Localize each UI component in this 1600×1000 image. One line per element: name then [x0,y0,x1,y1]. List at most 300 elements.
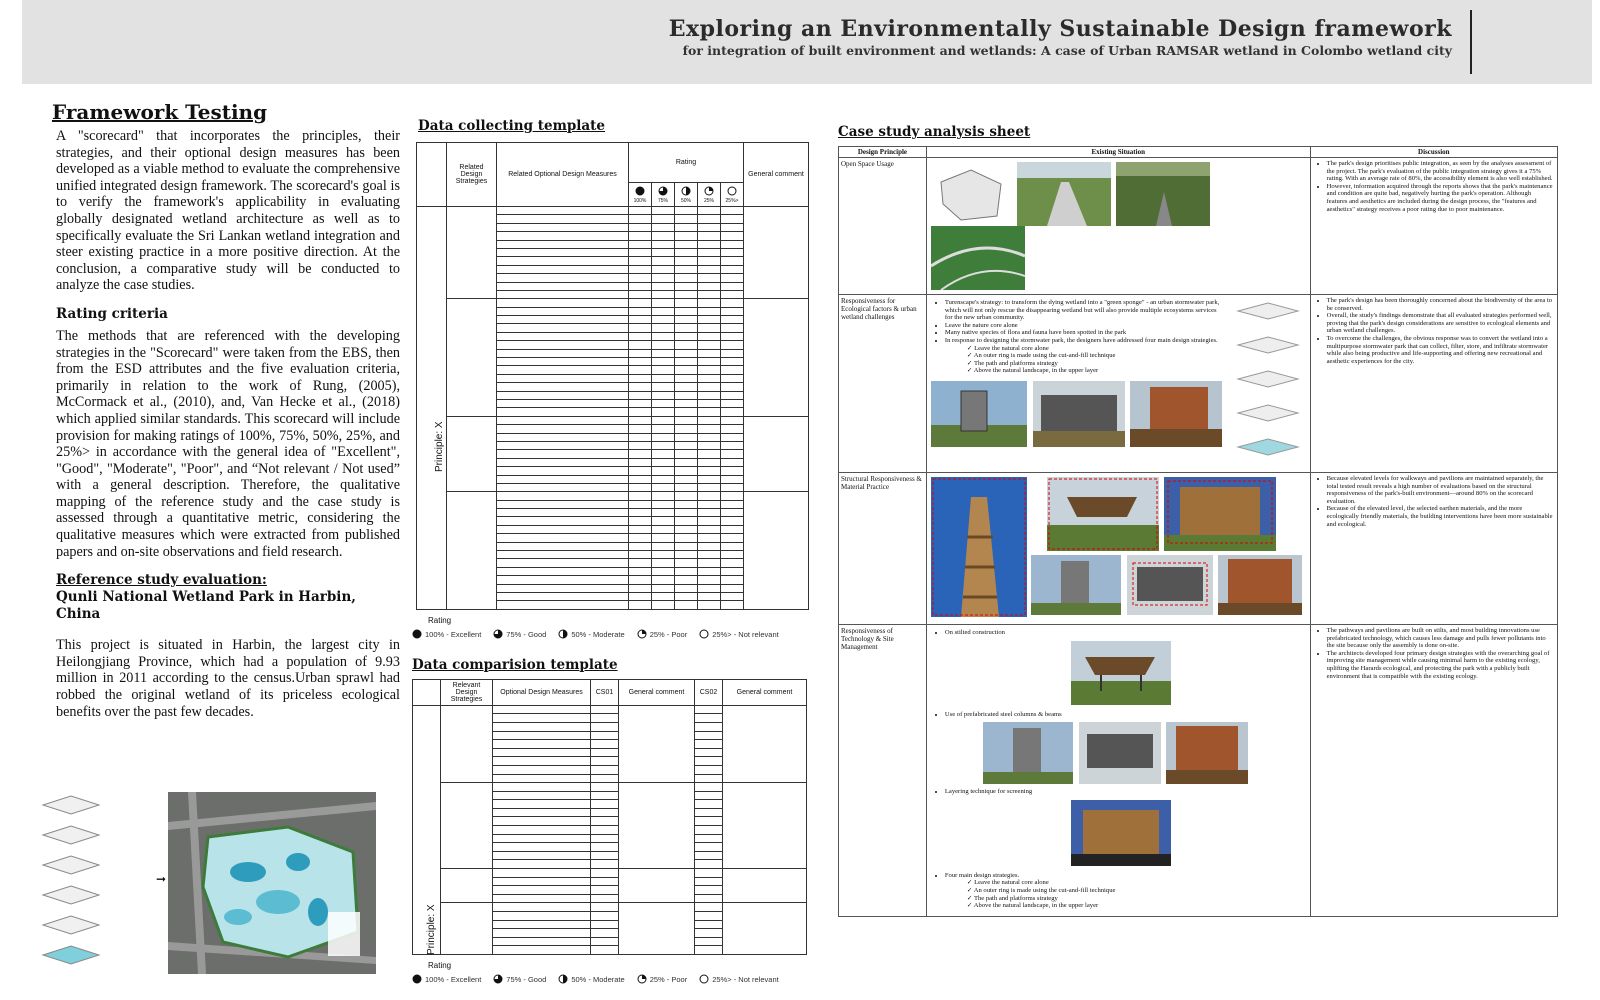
measure-cell [497,467,629,475]
rating-cell [652,358,675,366]
measure-cell [497,475,629,483]
rating-cell [675,374,698,382]
measure-cell [493,783,591,792]
layer-thumb [1232,437,1304,457]
cs01-cell [591,920,619,929]
template-row [413,903,807,912]
rating-cell [652,265,675,273]
measure-cell [493,843,591,852]
cs01-cell [591,937,619,946]
rating-cell [721,517,744,525]
measure-cell [497,441,629,449]
measures-header: Optional Design Measures [493,679,591,705]
existing-point: • Leave the nature core alone [945,322,1221,330]
measure-cell [497,332,629,340]
rating-cell [698,248,721,256]
rating-cell [721,399,744,407]
rating-pct: 75% [657,197,668,204]
wood-box-photo [1166,722,1248,784]
rating-cell [675,366,698,374]
cs02-cell [695,817,723,826]
measure-cell [493,860,591,869]
rating-cell [698,282,721,290]
measure-cell [497,316,629,324]
row-technology [839,625,1558,917]
discussion-point: • The architects developed four primary design strategies with the overarching goal of improving site management while causing minimal harm to the existing ecology, uplifting the Harards ecological, and protecting the park with a publicly built environment that is compatible with the existing ecology. [1327,650,1553,680]
rating-cell [721,416,744,424]
rating-cell [721,576,744,584]
rating-cell [721,341,744,349]
existing-cell [926,158,1310,295]
discussion-cell [1310,295,1557,473]
rating-pie-icon [493,629,503,641]
rating-cell [675,576,698,584]
measure-cell [497,383,629,391]
rating-cell [629,584,652,592]
cs02-cell [695,774,723,783]
measure-cell [497,324,629,332]
rating-cell [675,408,698,416]
rating-pie-icon [699,629,709,641]
existing-cell [926,625,1310,917]
rating-cell [721,458,744,466]
cs01-cell [591,714,619,723]
discussion-point: • The park's design has been thoroughly concerned about the biodiversity of the area to be conserved. [1327,297,1553,312]
cs01-cell [591,877,619,886]
rating-cell [698,332,721,340]
check-item: ✓ An outer ring is made using the cut-and-fill technique [966,352,1116,360]
rating-cell [698,223,721,231]
rating-cell [629,441,652,449]
legend-item [558,974,624,986]
rating-cell [629,383,652,391]
cs01-cell [591,834,619,843]
rating-cell [629,601,652,609]
rating-pct: 25% [703,197,714,204]
compare-rating-label: Rating [428,960,452,970]
measure-cell [493,937,591,946]
rating-cell [629,265,652,273]
measure-cell [497,349,629,357]
measure-cell [497,215,629,223]
measure-cell [497,358,629,366]
stilted-lookout-photo [1071,641,1171,705]
rating-cell [675,232,698,240]
cs01-cell [591,912,619,921]
rating-pie-icon [493,974,503,986]
cs02-cell [695,783,723,792]
legend-item [637,629,688,641]
measure-cell [497,433,629,441]
rating-cell [698,299,721,307]
rating-cell [629,307,652,315]
legend-label: 25% - Poor [649,975,688,985]
measure-cell [497,458,629,466]
legend-item [412,974,481,986]
col-existing-header: Existing Situation [926,147,1310,158]
rating-cell [652,374,675,382]
comment-cell [723,783,807,869]
compare-template-title: Data comparision template [412,656,618,673]
case-study-title: Case study analysis sheet [838,124,1031,140]
rating-pct: 25%> [725,197,739,204]
strategy-cell [441,783,493,869]
discussion-point: • Because elevated levels for walkways and pavilions are maintained separately, the total tested result reveals a high number of evaluations based on the structural responsiveness of the park's-built environment—around 80% on the scorecard evaluation. [1327,475,1553,505]
rating-pie-icon [558,629,568,641]
rating-text: The methods that are referenced with the developing strategies in the "Scorecard" were taken from the EBS, then from the ESD attributes and the five evaluation criteria, primarily in relation to the work of Rung, (2005), McCormack et al., (2010), and, Van Hecke et al., (2018) which applied similar standards. This scorecard will include provision for making ratings of 100%, 75%, 50%, 25%, and 25%> in accordance with the general idea of "Excellent", "Good", "Moderate", "Poor", and “Not relevant / Not used” with a general description. Therefore, the qualitative mapping of the reference study and the case study is assessed through a quantitative metric, considering the qualitative measures which were extracted from published papers and on-site observations and field research. [56,327,400,560]
rating-cell [698,450,721,458]
rating-cell [721,559,744,567]
compare-principle-label: Principle: X [426,904,437,955]
rating-cell [652,349,675,357]
rating-cell [652,391,675,399]
comment-cell [744,299,809,416]
cs02-cell [695,808,723,817]
legend-label: 100% - Excellent [425,630,482,640]
existing-point: • Many native species of flora and fauna have been spotted in the park [945,329,1221,337]
rating-cell [721,467,744,475]
rating-pct: 50% [680,197,691,204]
comment-cell [744,207,809,299]
measure-cell [493,826,591,835]
header-divider [1470,10,1472,74]
discussion-point: • Because of the elevated level, the selected earthen materials, and the more ecologically friendly materials, the building interventions have been more sustainable and ecological. [1327,505,1553,528]
rating-cell [675,215,698,223]
diagram-layer [40,794,102,816]
cs02-cell [695,740,723,749]
cs01-cell [591,946,619,955]
measure-cell [497,450,629,458]
rating-cell [652,551,675,559]
rating-cell [652,307,675,315]
measure-cell [497,584,629,592]
rating-cell [629,223,652,231]
comment-cell [619,705,695,782]
rating-cell [652,475,675,483]
rating-level-header [652,183,675,207]
comment-cell [619,903,695,955]
comment-cell [723,705,807,782]
rating-cell [652,399,675,407]
timber-tower-photo [931,477,1027,617]
cs01-cell [591,783,619,792]
rating-cell [675,341,698,349]
measure-cell [497,257,629,265]
cs02-cell [695,860,723,869]
cs01-cell [591,851,619,860]
rating-cell [652,341,675,349]
cs02-cell [695,886,723,895]
rating-cell [698,601,721,609]
rating-cell [652,500,675,508]
rating-cell [698,576,721,584]
measure-cell [497,282,629,290]
check-item: ✓ The path and platforms strategy [966,359,1058,367]
measure-cell [497,567,629,575]
cs02-cell [695,748,723,757]
rating-cell [698,559,721,567]
measure-cell [497,509,629,517]
cs02-cell [695,903,723,912]
rating-cell [698,567,721,575]
collect-template-title: Data collecting template [418,118,605,134]
rating-cell [721,542,744,550]
rating-cell [721,592,744,600]
rating-cell [721,374,744,382]
cs01-cell [591,765,619,774]
rating-cell [652,567,675,575]
check-item: ✓ Leave the natural core alone [966,879,1049,887]
rating-header: Rating [629,143,744,183]
rating-cell [629,349,652,357]
rating-level-header [629,183,652,207]
measure-cell [497,391,629,399]
measure-cell [497,551,629,559]
screening-photo [1071,800,1171,866]
col-principle-header: Design Principle [839,147,927,158]
check-item: ✓ Above the natural landscape, in the upper layer [966,367,1099,375]
cs01-cell [591,800,619,809]
rating-cell [675,316,698,324]
row-structural [839,473,1558,625]
template-row [417,416,809,424]
rating-pie-icon [637,974,647,986]
rating-level-header [675,183,698,207]
rating-cell [721,391,744,399]
rating-cell [721,282,744,290]
rating-cell [675,534,698,542]
measure-cell [497,274,629,282]
rating-cell [629,492,652,500]
cs01-cell [591,731,619,740]
cs02-cell [695,920,723,929]
rating-pie-icon [412,974,422,986]
rating-cell [652,458,675,466]
rating-cell [629,324,652,332]
discussion-point: • The pathways and pavilions are built on stilts, and most building innovations use prefabricated technology, which causes less damage and pulls fewer pollutants into the site because only the assembly is done on-site. [1327,627,1553,650]
legend-item [699,974,779,986]
measure-cell [493,920,591,929]
collect-principle-label: Principle: X [434,421,445,472]
rating-cell [629,559,652,567]
rating-cell [721,307,744,315]
strategy-cell [441,869,493,903]
compare-table [412,679,807,955]
rating-cell [652,576,675,584]
rating-pie-icon [699,974,709,986]
cs02-cell [695,765,723,774]
rating-cell [652,534,675,542]
rating-cell [629,433,652,441]
measures-header: Related Optional Design Measures [497,143,629,207]
measure-cell [493,800,591,809]
template-row [417,299,809,307]
cs01-cell [591,748,619,757]
check-item: ✓ Leave the natural core alone [966,344,1049,352]
rating-cell [721,551,744,559]
measure-cell [497,601,629,609]
measure-cell [497,232,629,240]
rating-cell [675,509,698,517]
rating-cell [652,441,675,449]
rating-cell [721,525,744,533]
cs02-cell [695,800,723,809]
cs02-header: CS02 [695,679,723,705]
comment-cell [619,869,695,903]
row-open-space [839,158,1558,295]
measure-cell [497,408,629,416]
rating-cell [652,483,675,491]
compare-template [412,679,832,955]
measure-cell [497,492,629,500]
stilt-tower-photo [1031,555,1121,615]
existing-point: • Layering technique for screening [945,788,1306,796]
rating-cell [652,215,675,223]
cs02-cell [695,877,723,886]
measure-cell [497,307,629,315]
rating-cell [721,332,744,340]
rating-cell [698,425,721,433]
existing-cell [926,295,1310,473]
rating-cell [652,601,675,609]
reference-label: Reference study evaluation: [56,572,267,589]
collect-rating-label: Rating [428,615,452,625]
cs01-cell [591,817,619,826]
strategy-cell [441,903,493,955]
rating-cell [721,383,744,391]
cs02-cell [695,757,723,766]
strategies-header: Related Design Strategies [447,143,497,207]
rating-cell [675,332,698,340]
rating-cell [698,358,721,366]
rating-cell [698,366,721,374]
measure-cell [493,791,591,800]
rating-heading: Rating criteria [56,305,168,322]
layer-thumb [1232,369,1304,389]
legend-label: 50% - Moderate [571,630,625,640]
measure-cell [497,399,629,407]
strategy-cell [441,705,493,782]
rating-cell [721,366,744,374]
aerial-map-image [168,792,376,974]
rating-cell [675,257,698,265]
rating-cell [652,525,675,533]
rating-cell [629,341,652,349]
rating-cell [629,215,652,223]
case-study-column [838,124,1568,917]
rating-cell [675,551,698,559]
legend-label: 75% - Good [506,975,547,985]
rating-cell [698,483,721,491]
measure-cell [497,341,629,349]
rating-cell [652,559,675,567]
template-row [417,492,809,500]
rating-cell [629,408,652,416]
rating-cell [698,475,721,483]
rating-cell [675,399,698,407]
rating-cell [698,500,721,508]
steel-frame-photo [1079,722,1161,784]
poster-title: Exploring an Environmentally Sustainable Design framework [668,16,1452,42]
rating-cell [675,349,698,357]
measure-cell [493,765,591,774]
rating-cell [629,274,652,282]
rating-cell [629,542,652,550]
measure-cell [497,592,629,600]
rating-cell [652,592,675,600]
template-row [417,207,809,215]
discussion-point: • However, information acquired through the reports shows that the park's maintenance and condition are quite bad, negatively hurting the park's operation. Although features and aesthetics are included during the design process, the "features and aesthetics" strategy receives a poor rating due to poor maintenance. [1327,183,1553,213]
rating-cell [675,358,698,366]
measure-cell [493,748,591,757]
rating-cell [629,290,652,298]
diagram-layer [40,944,102,966]
cs01-cell [591,869,619,878]
existing-point: • Four main design strategies. [945,872,1306,880]
rating-cell [652,299,675,307]
layer-thumb [1232,301,1304,321]
rating-cell [629,475,652,483]
rating-cell [698,215,721,223]
cs01-cell [591,843,619,852]
rating-cell [721,257,744,265]
collect-table [416,142,809,610]
legend-item [558,629,624,641]
cs01-cell [591,903,619,912]
rating-cell [675,517,698,525]
grass-path-photo [1116,162,1210,226]
rating-cell [652,383,675,391]
rating-cell [629,483,652,491]
diagram-layer [40,824,102,846]
legend-label: 25%> - Not relevant [712,975,779,985]
rating-cell [652,248,675,256]
aerial-green-photo [931,226,1025,290]
rating-cell [721,450,744,458]
measure-cell [493,705,591,714]
diagram-layer [40,914,102,936]
measure-cell [493,903,591,912]
existing-point: • Turenscape's strategy: to transform the dying wetland into a "green sponge" - an urban stormwater park, which will not only rescue the disappearing wetland but will also provide multiple ecosystems services for the new urban community. [945,299,1221,322]
site-plan-image [931,162,1011,226]
check-item: ✓ The path and platforms strategy [966,894,1058,902]
cs02-cell [695,912,723,921]
measure-cell [497,248,629,256]
rating-cell [698,433,721,441]
cs01-cell [591,808,619,817]
template-row [413,783,807,792]
principle-cell: Responsiveness for Ecological factors & urban wetland challenges [839,295,927,473]
rating-cell [652,416,675,424]
rating-cell [629,592,652,600]
rating-cell [652,584,675,592]
rating-cell [675,416,698,424]
comment-cell [744,416,809,492]
rating-cell [721,290,744,298]
measure-cell [493,946,591,955]
cs02-cell [695,946,723,955]
rating-cell [698,517,721,525]
measure-cell [497,542,629,550]
measure-cell [493,731,591,740]
templates-column [412,118,832,986]
measure-cell [493,929,591,938]
rating-cell [721,358,744,366]
rating-cell [675,525,698,533]
reference-text: This project is situated in Harbin, the largest city in Heilongjiang Province, which had a population of 9.93 million in 2011 according to the census.Urban sprawl had robbed the original wetland of its priceless ecological benefits over the past few decades. [56,637,400,720]
rating-cell [698,467,721,475]
measure-cell [497,240,629,248]
